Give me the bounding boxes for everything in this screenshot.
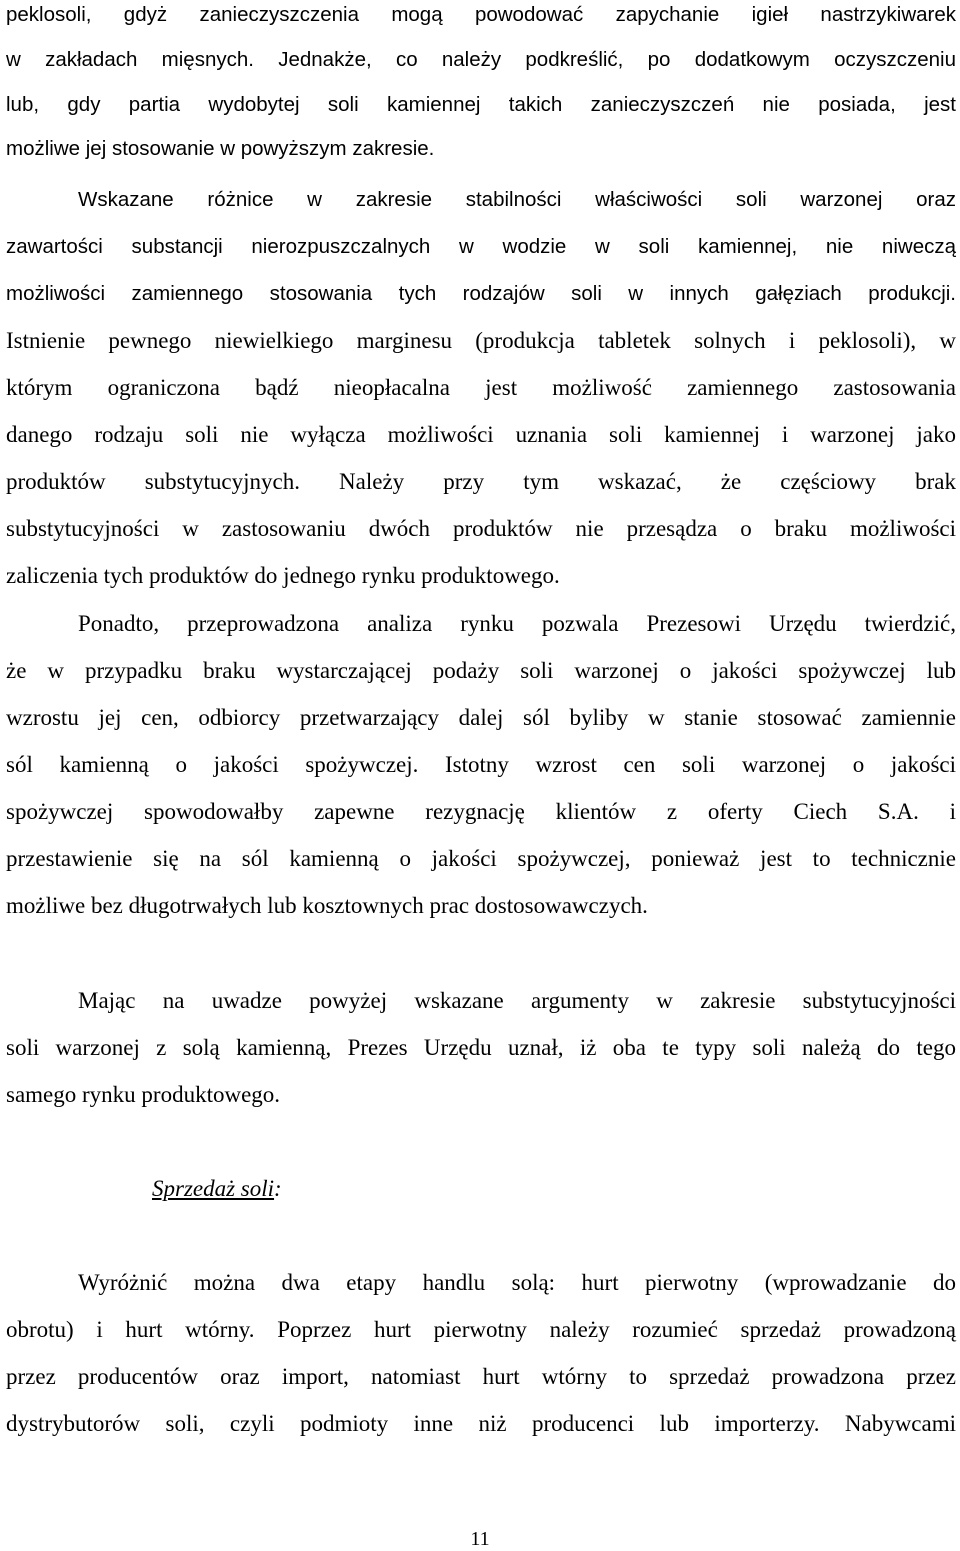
section-heading	[152, 1174, 282, 1204]
paragraph-4-line-3: wzrostu jej cen, odbiorcy przetwarzający dalej sól byliby w stanie stosować zamiennie	[6, 705, 956, 730]
paragraph-4-line-6: przestawienie się na sól kamienną o jakości spożywczej, ponieważ jest to technicznie	[6, 846, 956, 871]
paragraph-4-line-7: możliwe bez długotrwałych lub kosztownych prac dostosowawczych.	[6, 893, 648, 918]
page-number: 11	[470, 1528, 490, 1550]
paragraph-3-line-3: danego rodzaju soli nie wyłącza możliwości uznania soli kamiennej i warzonej jako	[6, 422, 956, 447]
paragraph-4-line-2: że w przypadku braku wystarczającej podaży soli warzonej o jakości spożywczej lub	[6, 658, 956, 683]
paragraph-4-line-5: spożywczej spowodowałby zapewne rezygnację klientów z oferty Ciech S.A. i	[6, 799, 956, 824]
paragraph-6-line-4: dystrybutorów soli, czyli podmioty inne niż producenci lub importerzy. Nabywcami	[6, 1411, 956, 1436]
paragraph-1-line-3: lub, gdy partia wydobytej soli kamiennej takich zanieczyszczeń nie posiada, jest	[6, 93, 956, 116]
section-heading-suffix: :	[274, 1176, 282, 1201]
paragraph-5-line-3: samego rynku produktowego.	[6, 1082, 281, 1107]
paragraph-3-line-2: którym ograniczona bądź nieopłacalna jest możliwość zamiennego zastosowania	[6, 375, 956, 400]
paragraph-5-line-2: soli warzonej z solą kamienną, Prezes Urzędu uznał, iż oba te typy soli należą do tego	[6, 1035, 956, 1060]
paragraph-1-line-4: możliwe jej stosowanie w powyższym zakresie.	[6, 137, 435, 160]
section-heading-text: Sprzedaż soli	[152, 1176, 275, 1201]
paragraph-6-line-2: obrotu) i hurt wtórny. Poprzez hurt pierwotny należy rozumieć sprzedaż prowadzoną	[6, 1317, 956, 1342]
paragraph-3-line-5: substytucyjności w zastosowaniu dwóch produktów nie przesądza o braku możliwości	[6, 516, 956, 541]
paragraph-4-line-4: sól kamienną o jakości spożywczej. Istotny wzrost cen soli warzonej o jakości	[6, 752, 956, 777]
paragraph-3-line-4: produktów substytucyjnych. Należy przy tym wskazać, że częściowy brak	[6, 469, 956, 494]
paragraph-6-line-3: przez producentów oraz import, natomiast hurt wtórny to sprzedaż prowadzona przez	[6, 1364, 956, 1389]
paragraph-4-line-1: Ponadto, przeprowadzona analiza rynku pozwala Prezesowi Urzędu twierdzić,	[78, 611, 956, 636]
paragraph-6-line-1: Wyróżnić można dwa etapy handlu solą: hurt pierwotny (wprowadzanie do	[78, 1270, 956, 1295]
paragraph-5-line-1: Mając na uwadze powyżej wskazane argumenty w zakresie substytucyjności	[78, 988, 956, 1013]
paragraph-2-line-3: możliwości zamiennego stosowania tych rodzajów soli w innych gałęziach produkcji.	[6, 282, 956, 305]
paragraph-1-line-2: w zakładach mięsnych. Jednakże, co należy podkreślić, po dodatkowym oczyszczeniu	[6, 48, 956, 71]
paragraph-1-line-1: peklosoli, gdyż zanieczyszczenia mogą powodować zapychanie igieł nastrzykiwarek	[6, 3, 956, 26]
paragraph-2-line-1: Wskazane różnice w zakresie stabilności właściwości soli warzonej oraz	[78, 188, 956, 211]
paragraph-2-line-2: zawartości substancji nierozpuszczalnych w wodzie w soli kamiennej, nie niweczą	[6, 235, 956, 258]
paragraph-3-line-6: zaliczenia tych produktów do jednego rynku produktowego.	[6, 563, 560, 588]
paragraph-3-line-1: Istnienie pewnego niewielkiego marginesu (produkcja tabletek solnych i peklosoli), w	[6, 328, 956, 353]
